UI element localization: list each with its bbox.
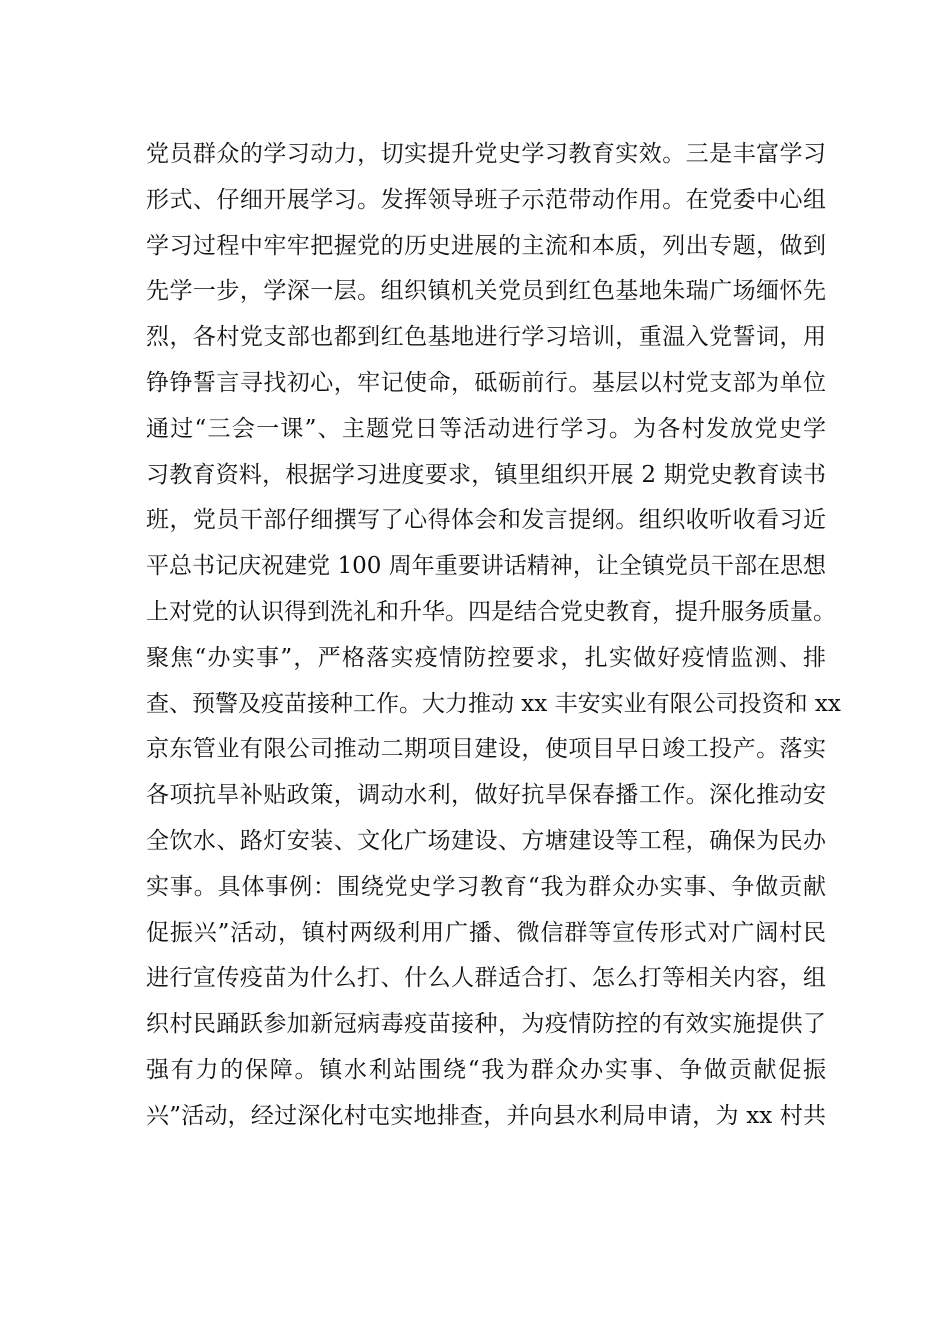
paragraph-line: 全饮水、路灯安装、文化广场建设、方塘建设等工程，确保为民办 [146, 827, 826, 854]
paragraph-line: 各项抗旱补贴政策，调动水利，做好抗旱保春播工作。深化推动安 [146, 782, 826, 809]
paragraph-line: 织村民踊跃参加新冠病毒疫苗接种，为疫情防控的有效实施提供了 [146, 1011, 826, 1038]
paragraph-line: 平总书记庆祝建党 100 周年重要讲话精神，让全镇党员干部在思想 [146, 553, 826, 580]
paragraph-line: 兴”活动，经过深化村屯实地排查，并向县水利局申请，为 xx 村共 [146, 1102, 826, 1129]
paragraph-line: 班，党员干部仔细撰写了心得体会和发言提纲。组织收听收看习近 [146, 507, 826, 534]
paragraph-line: 促振兴”活动，镇村两级利用广播、微信群等宣传形式对广阔村民 [146, 919, 826, 946]
paragraph-line: 实事。具体事例：围绕党史学习教育“我为群众办实事、争做贡献 [146, 873, 826, 900]
paragraph-line: 查、预警及疫苗接种工作。大力推动 xx 丰安实业有限公司投资和 xx [146, 690, 841, 717]
paragraph-line: 铮铮誓言寻找初心，牢记使命，砥砺前行。基层以村党支部为单位 [146, 369, 826, 396]
paragraph-line: 通过“三会一课”、主题党日等活动进行学习。为各村发放党史学 [146, 415, 826, 442]
paragraph-line: 聚焦“办实事”，严格落实疫情防控要求，扎实做好疫情监测、排 [146, 644, 826, 671]
paragraph-line: 习教育资料，根据学习进度要求，镇里组织开展 2 期党史教育读书 [146, 461, 826, 488]
paragraph-line: 学习过程中牢牢把握党的历史进展的主流和本质，列出专题，做到 [146, 232, 826, 259]
paragraph-line: 京东管业有限公司推动二期项目建设，使项目早日竣工投产。落实 [146, 736, 826, 763]
body-paragraph [146, 136, 841, 1144]
paragraph-line: 党员群众的学习动力，切实提升党史学习教育实效。三是丰富学习 [146, 141, 826, 167]
paragraph-line: 烈，各村党支部也都到红色基地进行学习培训，重温入党誓词，用 [146, 324, 826, 351]
paragraph-line: 上对党的认识得到洗礼和升华。四是结合党史教育，提升服务质量。 [146, 598, 836, 625]
paragraph-line: 先学一步，学深一层。组织镇机关党员到红色基地朱瑞广场缅怀先 [146, 278, 826, 305]
paragraph-line: 强有力的保障。镇水利站围绕“我为群众办实事、争做贡献促振 [146, 1056, 826, 1083]
paragraph-line: 进行宣传疫苗为什么打、什么人群适合打、怎么打等相关内容，组 [146, 965, 826, 992]
paragraph-line: 形式、仔细开展学习。发挥领导班子示范带动作用。在党委中心组 [146, 186, 826, 213]
